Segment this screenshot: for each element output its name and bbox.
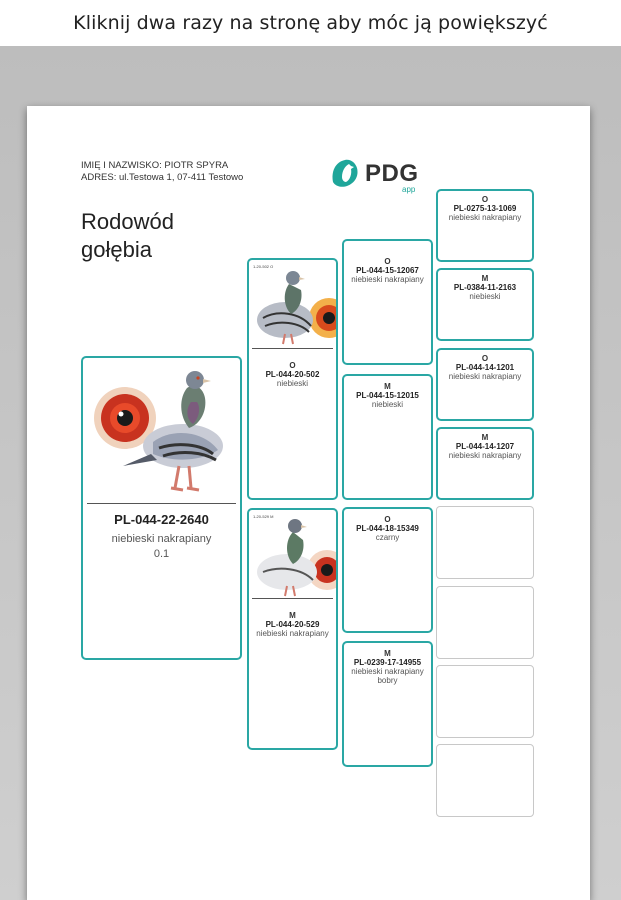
pigeon-eye-photo	[83, 358, 240, 503]
empty-ancestor-slot[interactable]	[436, 744, 534, 817]
logo-subtext: app	[402, 185, 416, 194]
great-grandparent-color: niebieski nakrapiany	[448, 213, 522, 222]
pigeon-photo	[249, 510, 336, 598]
pdg-logo	[329, 158, 419, 194]
owner-name: IMIĘ I NAZWISKO: PIOTR SPYRA	[81, 160, 229, 171]
great-grandparent-card[interactable]	[436, 189, 534, 262]
great-grandparent-ring-number: PL-0384-11-2163	[453, 283, 517, 292]
main-note: 0.1	[153, 548, 170, 560]
pedigree-page[interactable]	[27, 106, 590, 900]
parent-ring-number: PL-044-20-502	[265, 370, 320, 379]
great-grandparent-ring-number: PL-0275-13-1069	[453, 204, 517, 213]
parent-color: niebieski nakrapiany	[256, 629, 329, 638]
great-grandparent-ring-number: PL-044-14-1207	[455, 442, 515, 451]
pigeon-photo	[249, 260, 336, 348]
grandparent-sex: O	[384, 515, 391, 524]
logo-text: PDG	[365, 160, 419, 187]
grandparent-sex: M	[384, 649, 391, 658]
grandparent-ring-number: PL-0239-17-14955	[353, 658, 422, 667]
grandparent-ring-number: PL-044-15-12067	[356, 266, 419, 275]
document-viewer[interactable]	[0, 46, 621, 900]
page-title: Rodowód gołębia	[81, 209, 174, 262]
great-grandparent-sex: O	[481, 195, 489, 204]
empty-ancestor-slot[interactable]	[436, 665, 534, 738]
great-grandparent-card[interactable]	[436, 268, 534, 341]
grandparent-note: bobry	[377, 676, 398, 685]
empty-ancestor-slot[interactable]	[436, 506, 534, 579]
great-grandparent-card[interactable]	[436, 348, 534, 421]
grandparent-card[interactable]	[342, 374, 433, 500]
grandparent-card[interactable]	[342, 507, 433, 633]
main-bird-card[interactable]	[81, 356, 242, 660]
parent-sex: M	[289, 611, 296, 620]
grandparent-ring-number: PL-044-15-12015	[356, 391, 419, 400]
great-grandparent-card[interactable]	[436, 427, 534, 500]
main-color: niebieski nakrapiany	[111, 533, 212, 545]
grandparent-color: niebieski	[371, 400, 404, 409]
parent-color: niebieski	[276, 379, 309, 388]
grandparent-card[interactable]	[342, 641, 433, 767]
parent-ring-number: PL-044-20-529	[265, 620, 320, 629]
grandparent-color: niebieski nakrapiany	[351, 667, 424, 676]
great-grandparent-ring-number: PL-044-14-1201	[455, 363, 515, 372]
grandparent-color: niebieski nakrapiany	[351, 275, 424, 284]
great-grandparent-color: niebieski nakrapiany	[448, 451, 522, 460]
parent-card-father[interactable]	[247, 258, 338, 500]
parent-photo	[249, 510, 336, 598]
owner-info	[81, 160, 243, 184]
empty-ancestor-slot[interactable]	[436, 586, 534, 659]
great-grandparent-sex: O	[481, 354, 489, 363]
photo-label: 1-20-529 M	[253, 514, 274, 519]
main-ring-number: PL-044-22-2640	[114, 512, 209, 527]
grandparent-sex: M	[384, 382, 391, 391]
great-grandparent-color: niebieski	[469, 292, 501, 301]
zoom-instruction-text: Kliknij dwa razy na stronę aby móc ją powiększyć	[73, 12, 548, 34]
top-instruction-bar	[0, 0, 621, 46]
grandparent-card[interactable]	[342, 239, 433, 365]
great-grandparent-color: niebieski nakrapiany	[448, 372, 522, 381]
parent-sex: O	[289, 361, 296, 370]
grandparent-ring-number: PL-044-18-15349	[356, 524, 419, 533]
parent-photo	[249, 260, 336, 348]
main-bird-photo	[83, 358, 240, 503]
great-grandparent-sex: M	[481, 274, 489, 283]
grandparent-sex: O	[384, 257, 391, 266]
parent-card-mother[interactable]	[247, 508, 338, 750]
grandparent-color: czarny	[375, 533, 400, 542]
photo-label: 1-20-502 O	[253, 264, 274, 269]
owner-address: ADRES: ul.Testowa 1, 07-411 Testowo	[81, 172, 244, 183]
great-grandparent-sex: M	[481, 433, 489, 442]
pigeon-logo-icon	[329, 158, 361, 190]
